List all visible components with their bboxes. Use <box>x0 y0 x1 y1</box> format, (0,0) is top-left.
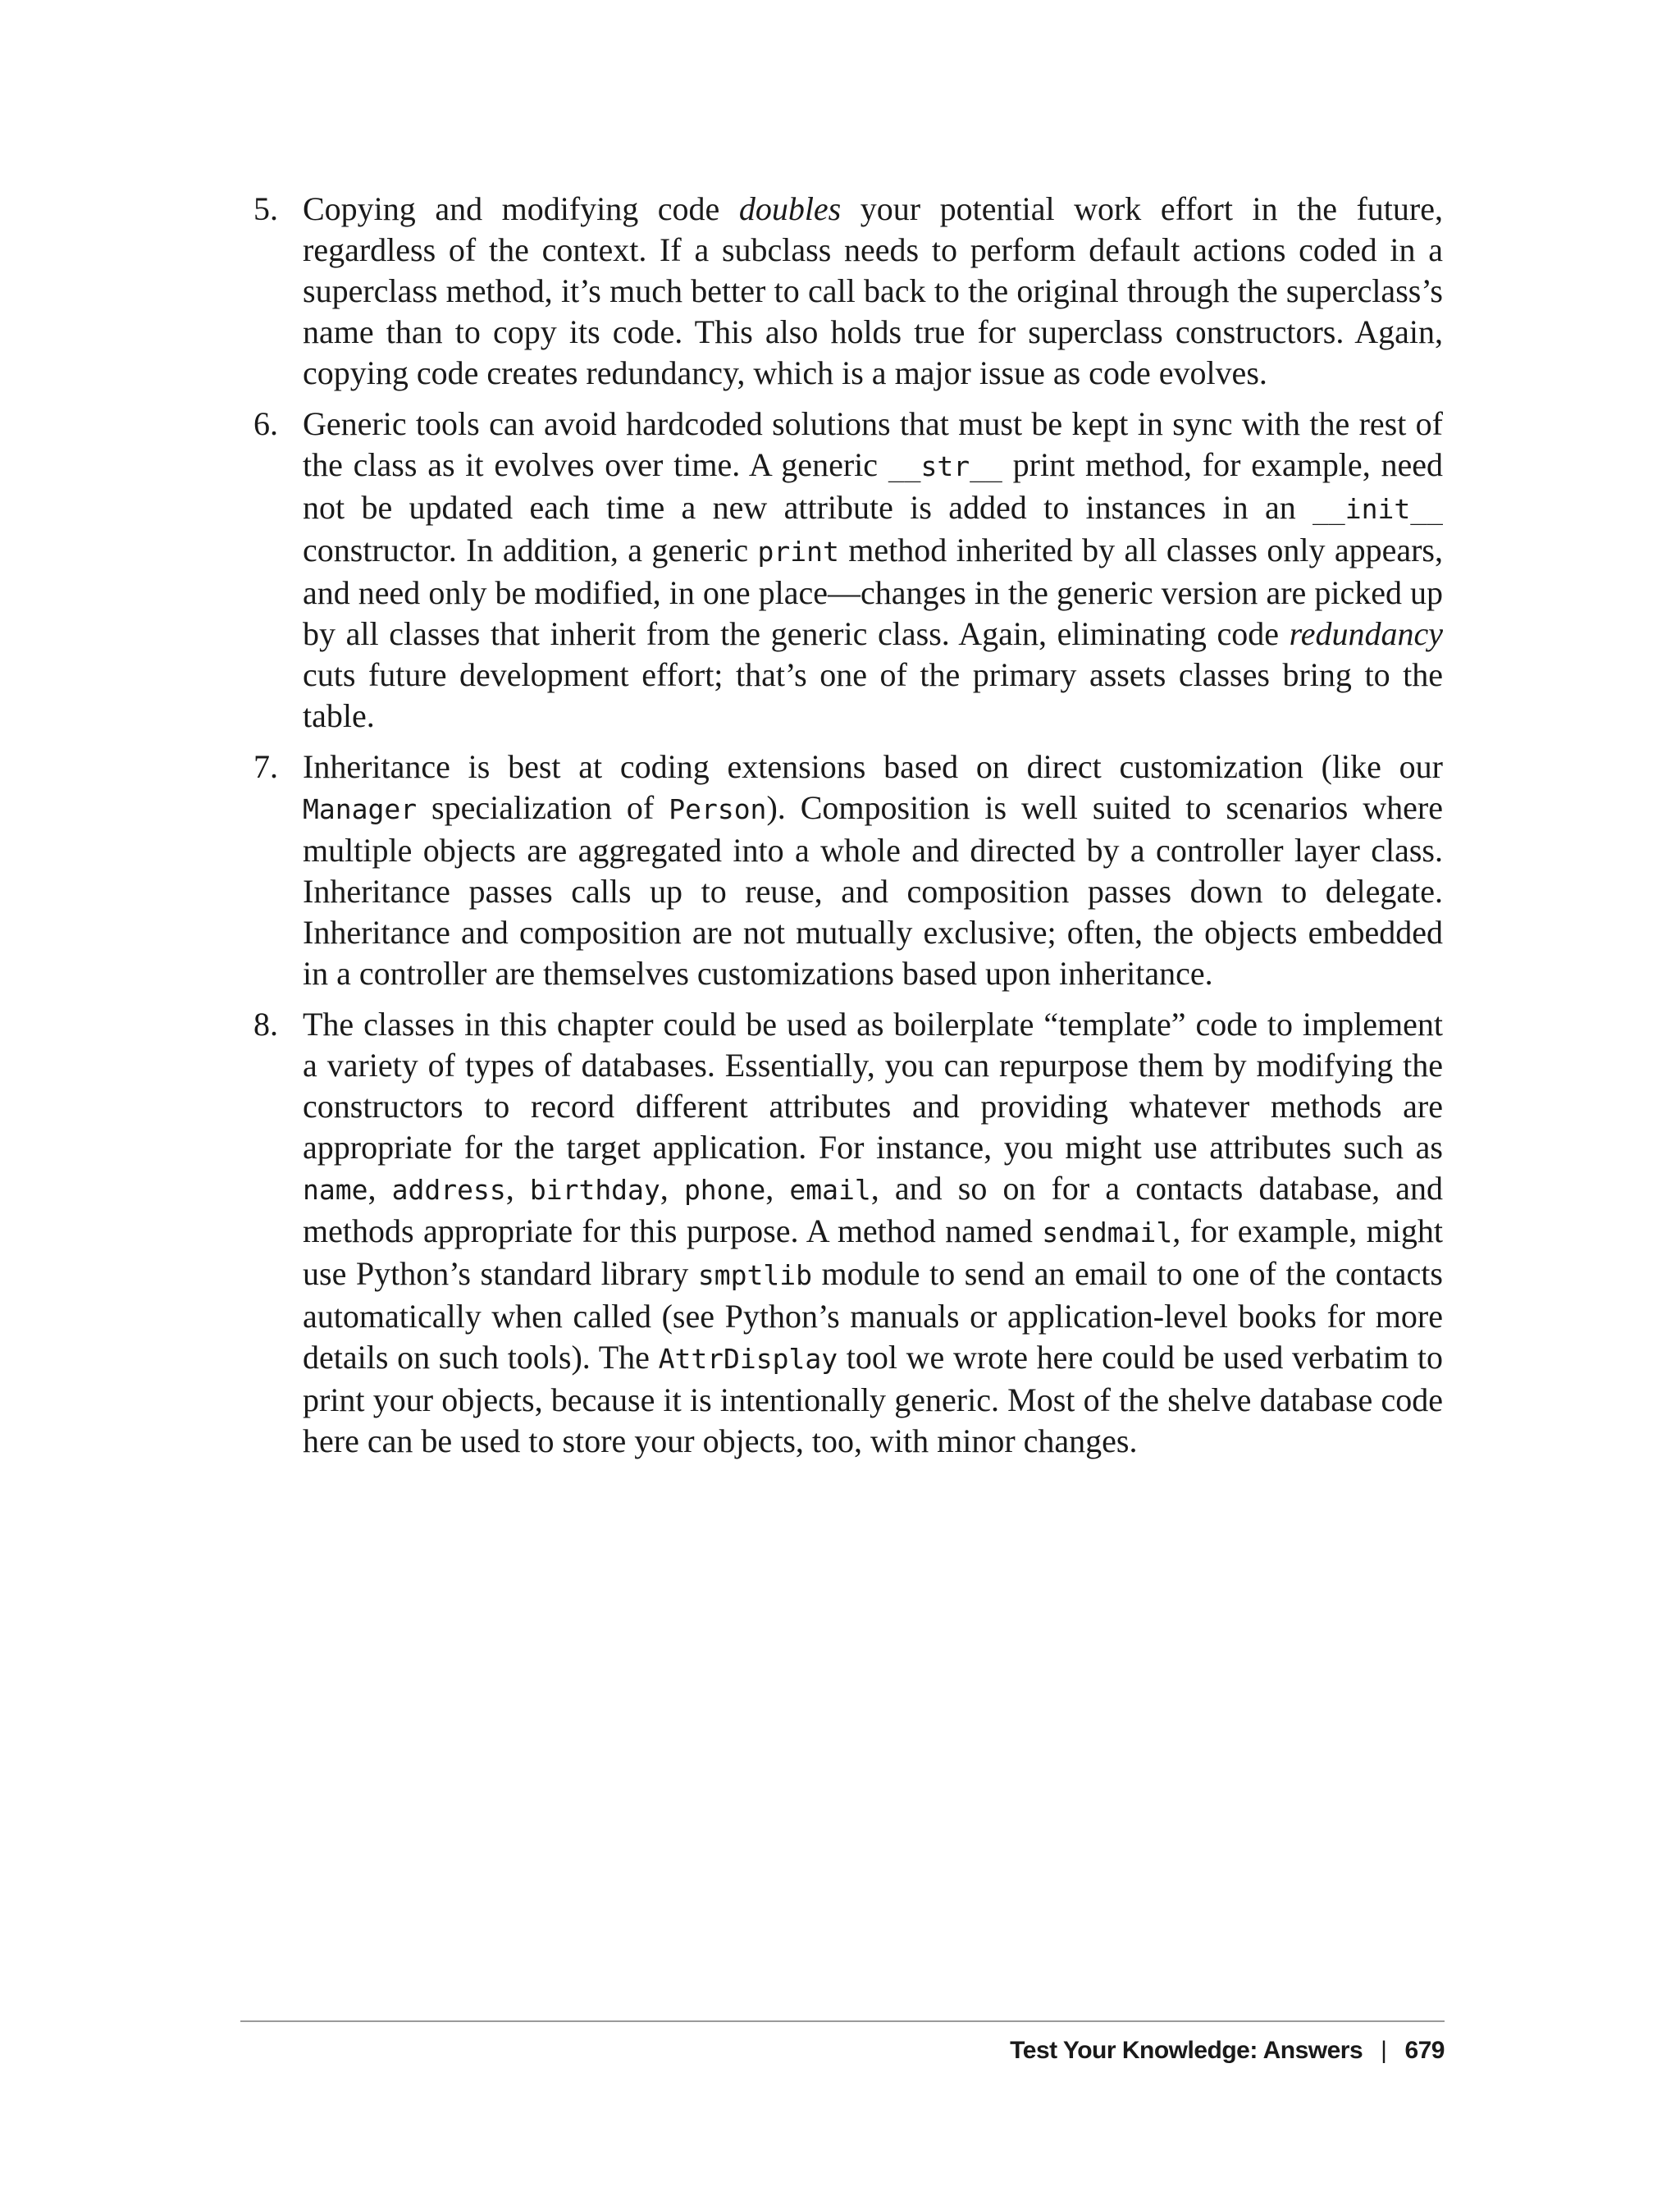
answer-number: 7. <box>253 748 278 785</box>
code-text: smptlib <box>697 1259 812 1291</box>
answer-item <box>253 1004 1443 1462</box>
footer-divider <box>240 2020 1445 2022</box>
code-text: __init__ <box>1312 493 1443 525</box>
plain-text: cuts future development effort; that’s one of the primary assets classes bring to the table. <box>303 656 1443 734</box>
footer-separator: | <box>1381 2037 1387 2064</box>
answer-text <box>303 1004 1443 1462</box>
footer-section-title: Test Your Knowledge: Answers <box>1010 2037 1363 2064</box>
plain-text: , <box>660 1170 684 1207</box>
code-text: phone <box>683 1174 766 1206</box>
answer-number: 6. <box>253 405 278 442</box>
plain-text: method inherited by all classes only appears, and need only be modified, in one place—changes in the generic version are picked up by all classes that inherit from the generic class. Again, eliminating code <box>303 532 1443 652</box>
code-text: AttrDisplay <box>658 1343 838 1375</box>
italic-text: doubles <box>738 190 842 227</box>
plain-text: specialization of <box>417 789 669 826</box>
answer-text <box>303 189 1443 394</box>
answer-number: 5. <box>253 190 278 227</box>
answer-item <box>253 189 1443 394</box>
plain-text: Generic tools can avoid hardcoded solutions that must be kept in sync with the rest of the class as it evolves over time. A generic <box>303 405 1443 483</box>
answer-text <box>303 746 1443 994</box>
code-text: print <box>757 536 839 568</box>
code-text: email <box>789 1174 871 1206</box>
plain-text: , for example, might use Python’s standard library <box>303 1212 1443 1292</box>
code-text: sendmail <box>1042 1217 1173 1249</box>
italic-text: redundancy <box>1289 615 1443 652</box>
code-text: address <box>391 1174 506 1206</box>
plain-text: Inheritance is best at coding extensions based on direct customization (like our <box>303 748 1443 785</box>
code-text: Person <box>669 793 767 825</box>
code-text: birthday <box>529 1174 660 1206</box>
plain-text: your potential work effort in the future, regardless of the context. If a subclass needs to perform default actions coded in a superclass method, it’s much better to call back to the original through the superclass’s name than to copy its code. This also holds true for superclass constructors. Again, copying code creates redundancy, which is a major issue as code evolves. <box>303 190 1443 391</box>
answer-list <box>253 189 1443 1472</box>
answer-item <box>253 404 1443 737</box>
code-text: name <box>303 1174 368 1206</box>
answer-number: 8. <box>253 1006 278 1043</box>
plain-text: module to send an email to one of the contacts automatically when called (see Python’s manuals or application-level books for more details on such tools). The <box>303 1255 1443 1376</box>
plain-text: , and so on for a contacts database, and methods appropriate for this purpose. A method named <box>303 1170 1444 1249</box>
plain-text: print method, for example, need not be updated each time a new attribute is added to instances in an <box>303 446 1443 526</box>
plain-text: tool we wrote here could be used verbatim to print your objects, because it is intentionally generic. Most of the shelve database code here can be used to store your objects, too, with minor changes. <box>303 1339 1443 1459</box>
answer-text <box>303 404 1443 737</box>
page-number: 679 <box>1404 2037 1445 2064</box>
plain-text: constructor. In addition, a generic <box>303 532 758 568</box>
code-text: Manager <box>303 793 418 825</box>
plain-text: ). Composition is well suited to scenarios where multiple objects are aggregated into a whole and directed by a controller layer class. Inheritance passes calls up to reuse, and composition passes down to delegate. Inheritance and composition are not mutually exclusive; often, the objects embedded in a controller are themselves customizations based upon inheritance. <box>303 789 1443 992</box>
answer-item <box>253 746 1443 994</box>
plain-text: , <box>765 1170 790 1207</box>
plain-text: , <box>368 1170 392 1207</box>
plain-text: The classes in this chapter could be used as boilerplate “template” code to implement a variety of types of databases. Essentially, you can repurpose them by modifying the constructors to record different attributes and providing whatever methods are appropriate for the target application. For instance, you might use attributes such as <box>303 1006 1443 1166</box>
code-text: __str__ <box>888 450 1002 482</box>
page-footer <box>1010 2034 1445 2067</box>
plain-text: Copying and modifying code <box>303 190 739 227</box>
plain-text: , <box>505 1170 530 1207</box>
